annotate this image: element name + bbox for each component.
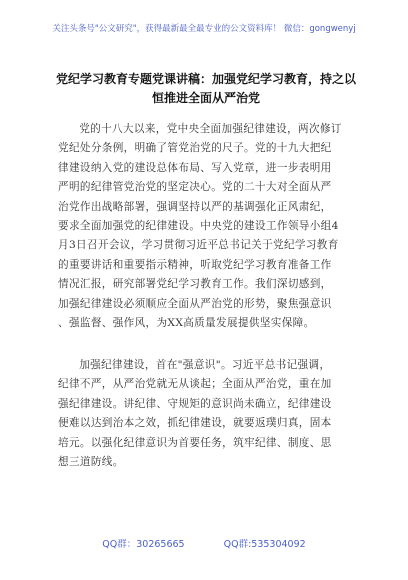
text-line: 培元。以强化纪律意识为首要任务，筑牢纪律、制度、思 (58, 436, 332, 449)
title-line: 党纪学习教育专题党课讲稿：加强党纪学习教育，持之以 (56, 72, 357, 86)
title-line: 恒推进全面从严治党 (151, 91, 260, 105)
text-line: 想三道防线。 (58, 456, 124, 469)
qq-group-1: QQ群：30265665 (102, 539, 185, 550)
text-line: 便难以达到治本之效，抓纪律建设，就要返璞归真，固本 (58, 417, 332, 430)
text-line: 要求全面加强党的纪律建设。中央党的建设工作领导小组4 (58, 220, 339, 233)
header-banner: 关注头条号"公文研究"，获得最新最全最专业的公文资料库！ 微信：gongwenyj (52, 24, 356, 34)
text-line: 严明的纪律管党治党的坚定决心。党的二十大对全面从严 (58, 181, 332, 194)
paragraph-2 (58, 356, 358, 472)
qq-group-2: QQ群:535304092 (223, 539, 306, 550)
text-line: 情况汇报，研究部署党纪学习教育工作。我们深切感到， (58, 278, 332, 291)
text-line: 月3日召开会议，学习贯彻习近平总书记关于党纪学习教育 (58, 239, 339, 252)
text-line: 党纪处分条例，明确了管党治党的尺子。党的十九大把纪 (58, 142, 332, 155)
text-line: 治党作出战略部署，强调坚持以严的基调强化正风肃纪， (58, 200, 332, 213)
text-line: 律建设纳入党的建设总体布局、写入党章，进一步表明用 (58, 161, 332, 174)
document-title (56, 70, 356, 108)
text-line: 加强纪律建设必须顺应全面从严治党的形势，聚焦强意识 (58, 297, 332, 310)
text-line: 党的十八大以来，党中央全面加强纪律建设，两次修订 (79, 123, 342, 135)
text-line: 强纪律建设。讲纪律、守规矩的意识尚未确立，纪律建设 (58, 397, 332, 410)
footer (0, 536, 408, 550)
text-line: 的重要讲话和重要指示精神，听取党纪学习教育准备工作 (58, 258, 332, 271)
text-line: 加强纪律建设，首在"强意识"。习近平总书记强调， (79, 359, 331, 371)
paragraph-1 (58, 120, 358, 333)
text-line: 、强监督、强作风，为XX高质量发展提供坚实保障。 (58, 317, 315, 330)
text-line: 纪律不严，从严治党就无从谈起；全面从严治党，重在加 (58, 378, 332, 391)
